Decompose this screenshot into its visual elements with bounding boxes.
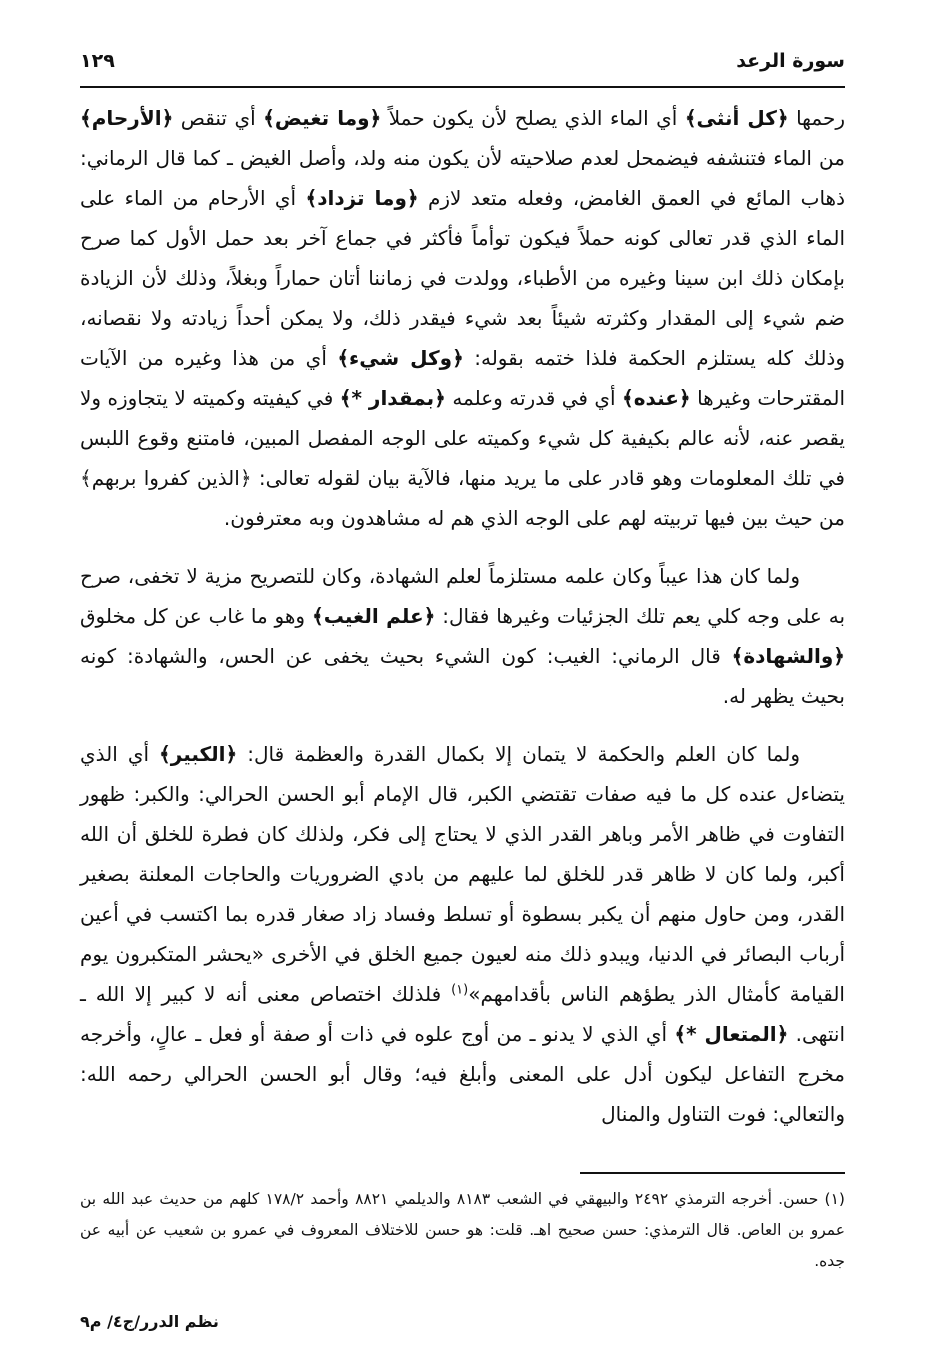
main-text bbox=[80, 98, 845, 1152]
quran-quote: ﴿علم الغيب﴾ bbox=[311, 604, 436, 628]
text-segment: أي الذي لا يدنو ـ من أوج علوه في ذات أو صفة أو فعل ـ عالٍ، وأخرجه مخرج التفاعل ليكون أدل على المعنى وأبلغ فيه؛ وقال أبو الحسن الحرالي رحمه الله: والتعالي: فوت التناول والمنال bbox=[80, 1022, 845, 1126]
text-segment: أي الأرحام من الماء على الماء الذي قدر تعالى كونه حملاً فيكون توأماً فأكثر في جماع آخر بعد حمل الأول كما صرح بإمكان ذلك ابن سينا وغيره من الأطباء، وولدت في زماننا أتان حماراً وبغلاً، وذلك لأن الزيادة ضم شيء إلى المقدار وكثرته شيئاً بعد شيء فيقدر ذلك، ولا يمكن أحداً زيادته ولا نقصانه، وذلك كله يستلزم الحكمة فلذا ختمه بقوله: bbox=[80, 186, 845, 370]
text-segment: قال الرماني: الغيب: كون الشيء بحيث يخفى عن الحس، والشهادة: كونه بحيث يظهر له. bbox=[80, 644, 845, 708]
text-segment: في كيفيته وكميته لا يتجاوزه ولا يقصر عنه، لأنه عالم بكيفية كل شيء وكميته على الوجه المفصل المبين، فامتنع وقوع اللبس في تلك المعلومات وهو قادر على ما يريد منها، فالآية بيان لقوله تعالى: ﴿الذين كفروا بربهم﴾ من حيث بين فيها تربيته لهم على الوجه الذي هم له مشاهدون وبه معترفون. bbox=[80, 386, 845, 530]
text-segment: من الماء فتنشفه فيضمحل لعدم صلاحيته لأن يكون منه ولد، وأصل الغيض ـ كما قال الرماني: ذهاب المائع في العمق الغامض، وفعله متعد لازم bbox=[80, 146, 845, 210]
footnote-marker: (١) bbox=[451, 982, 469, 998]
quran-quote: ﴿وما تزداد﴾ bbox=[305, 186, 419, 210]
text-segment: أي الماء الذي يصلح لأن يكون حملاً bbox=[381, 106, 685, 130]
paragraph-3 bbox=[80, 734, 845, 1134]
surah-title: سورة الرعد bbox=[736, 50, 845, 72]
quran-quote: ﴿المتعال *﴾ bbox=[674, 1022, 789, 1046]
header-rule bbox=[80, 86, 845, 88]
text-segment: أي من هذا وغيره من الآيات المقترحات وغيرها bbox=[80, 346, 846, 410]
quran-quote: ﴿والشهادة﴾ bbox=[731, 644, 845, 668]
footnote-rule bbox=[580, 1172, 845, 1174]
text-segment: أي الذي يتضاءل عنده كل ما فيه صفات تقتضي الكبر، قال الإمام أبو الحسن الحرالي: والكبر: ظهور التفاوت في ظاهر الأمر وباهر القدر الذي لا يحتاج إلى فكر، ولذلك كان فطرة للخلق أن الله أكبر، ولما كان لا ظاهر قدر للخلق لما عليهم من بادي الضروريات والحاجات المعلنة بصغير القدر، ومن حاول منهم أن يكبر بسطوة أو تسلط وفساد زاد صغار قدره بما اكتسب في أعين أرباب البصائر في الدنيا، ويبدو ذلك منه لعيون جميع الخلق في الأخرى «يحشر المتكبرون يوم القيامة كأمثال الذر يطؤهم الناس بأقدامهم» bbox=[80, 742, 845, 1006]
quran-quote: ﴿وكل شيء﴾ bbox=[337, 346, 464, 370]
text-segment: رحمها bbox=[788, 106, 845, 130]
text-segment: فلذلك اختصاص معنى أنه لا كبير إلا الله ـ انتهى. bbox=[80, 982, 845, 1046]
text-segment: أي في قدرته وعلمه bbox=[445, 386, 623, 410]
text-segment: ولما كان العلم والحكمة لا يتمان إلا بكمال القدرة والعظمة قال: bbox=[237, 742, 800, 766]
quran-quote: ﴿الأرحام﴾ bbox=[80, 106, 174, 130]
quran-quote: ﴿الكبير﴾ bbox=[159, 742, 238, 766]
page-header bbox=[80, 44, 845, 84]
text-segment: ولما كان هذا عيباً وكان علمه مستلزماً لعلم الشهادة، وكان للتصريح مزية لا تخفى، صرح به على وجه كلي يعم تلك الجزئيات وغيرها فقال: bbox=[80, 564, 846, 628]
page-number: ١٢٩ bbox=[80, 50, 115, 72]
quran-quote: ﴿عنده﴾ bbox=[622, 386, 691, 410]
text-segment: وهو ما غاب عن كل مخلوق bbox=[80, 604, 312, 628]
quran-quote: ﴿وما تغيض﴾ bbox=[263, 106, 382, 130]
page-signature: نظم الدرر/ج٤/ م٩ bbox=[80, 1312, 219, 1331]
paragraph-2 bbox=[80, 556, 845, 716]
text-segment: أي تنقص bbox=[173, 106, 264, 130]
footnote-1: (١) حسن. أخرجه الترمذي ٢٤٩٢ والبيهقي في الشعب ٨١٨٣ والديلمي ٨٨٢١ وأحمد ١٧٨/٢ كلهم من حديث عبد الله بن عمرو بن العاص. قال الترمذي: حسن صحيح اهـ. قلت: هو حسن للاختلاف المعروف في عمرو بن شعيب عن أبيه عن جده. bbox=[80, 1190, 845, 1270]
quran-quote: ﴿كل أنثى﴾ bbox=[684, 106, 789, 130]
quran-quote: ﴿بمقدار *﴾ bbox=[339, 386, 446, 410]
paragraph-1 bbox=[80, 98, 845, 538]
